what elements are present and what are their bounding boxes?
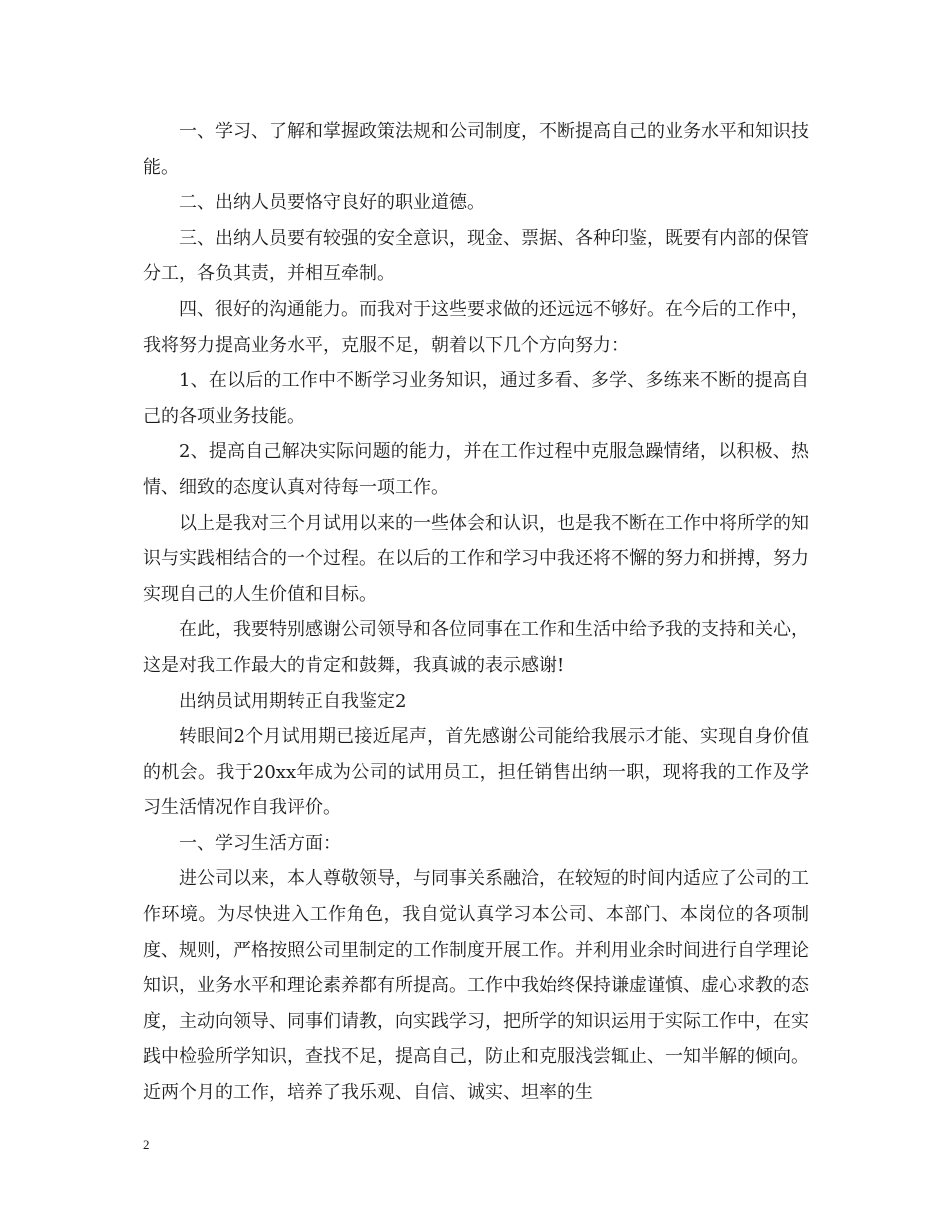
paragraph-professional-ethics: 二、出纳人员要恪守良好的职业道德。 [179, 192, 485, 214]
paragraph-summary: 以上是我对三个月试用以来的一些体会和认识，也是我不断在工作中将所学的知识与实践相结合的一个过程。在以后的工作和学习中我还将不懈的努力和拼搏，努力实现自己的人生价值和目标。 [143, 512, 809, 605]
subsection-heading: 一、学习生活方面： [179, 832, 341, 854]
paragraph-communication: 四、很好的沟通能力。而我对于这些要求做的还远远不够好。在今后的工作中，我将努力提高业务水平，克服不足，朝着以下几个方向努力： [143, 298, 809, 356]
document-body [143, 114, 809, 1111]
paragraph-intro: 转眼间2个月试用期已接近尾声，首先感谢公司能给我展示才能、实现自身价值的机会。我于20xx年成为公司的试用员工，担任销售出纳一职，现将我的工作及学习生活情况作自我评价。 [143, 726, 809, 819]
page-number: 2 [143, 1137, 150, 1152]
paragraph-safety-awareness: 三、出纳人员要有较强的安全意识，现金、票据、各种印鉴，既要有内部的保管分工，各负其责，并相互牵制。 [143, 227, 809, 285]
paragraph-study-life: 进公司以来，本人尊敬领导，与同事关系融洽，在较短的时间内适应了公司的工作环境。为尽快进入工作角色，我自觉认真学习本公司、本部门、本岗位的各项制度、规则，严格按照公司里制定的工作制度开展工作。并利用业余时间进行自学理论知识，业务水平和理论素养都有所提高。工作中我始终保持谦虚谨慎、虚心求教的态度，主动向领导、同事们请教，向实践学习，把所学的知识运用于实际工作中，在实践中检验所学知识，查找不足，提高自己，防止和克服浅尝辄止、一知半解的倾向。近两个月的工作，培养了我乐观、自信、诚实、坦率的生 [143, 868, 809, 1104]
paragraph-thanks: 在此，我要特别感谢公司领导和各位同事在工作和生活中给予我的支持和关心，这是对我工作最大的肯定和鼓舞，我真诚的表示感谢! [143, 619, 809, 676]
paragraph-improve-skills: 1、在以后的工作中不断学习业务知识，通过多看、多学、多练来不断的提高自己的各项业务技能。 [143, 370, 809, 427]
section-heading: 出纳员试用期转正自我鉴定2 [179, 690, 407, 712]
paragraph-problem-solving: 2、提高自己解决实际问题的能力，并在工作过程中克服急躁情绪，以积极、热情、细致的态度认真对待每一项工作。 [143, 441, 809, 498]
paragraph-study-policies: 一、学习、了解和掌握政策法规和公司制度，不断提高自己的业务水平和知识技能。 [143, 121, 809, 178]
